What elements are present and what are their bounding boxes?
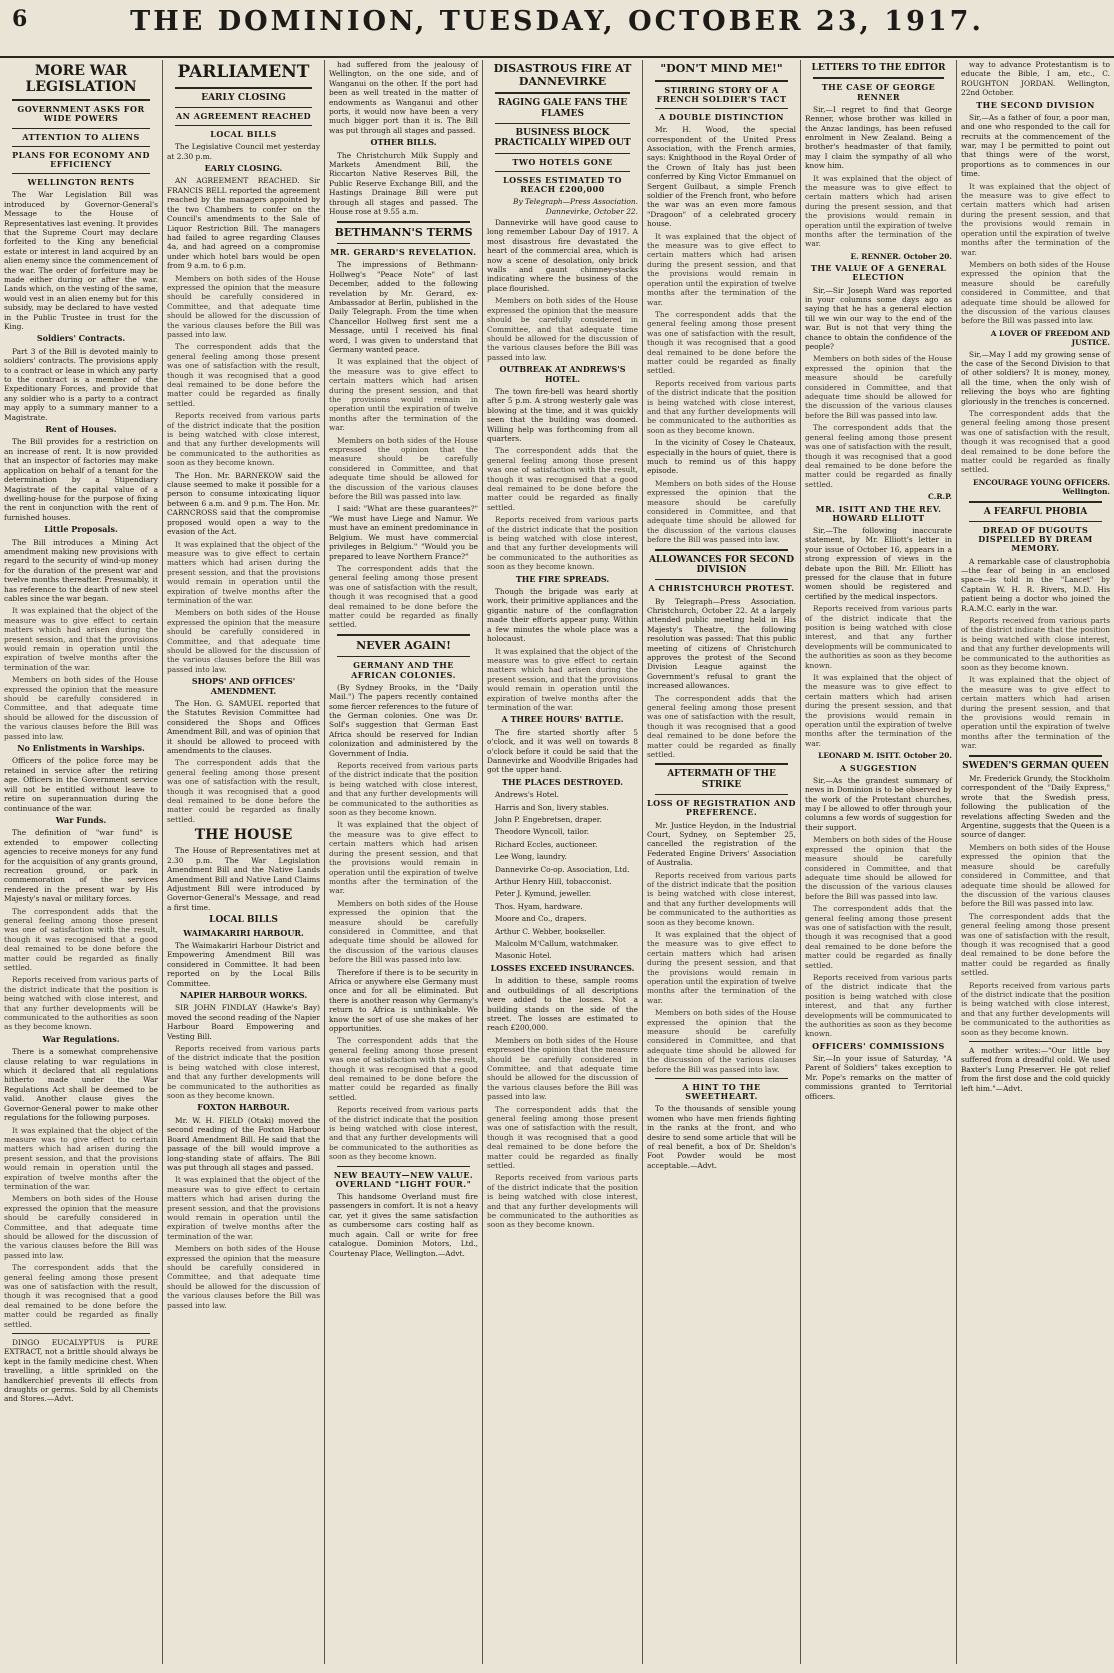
article-paragraph: It was explained that the object of the measure was to give effect to certain matters which had arisen during the present session, and that the provisions would remain in operation until the expiration of twelve months after the termination of the war. [805,173,952,249]
deck: WELLINGTON RENTS [27,177,135,188]
deck: BUSINESS BLOCK PRACTICALLY WIPED OUT [494,127,631,149]
subheading: War Regulations. [42,1033,120,1044]
article-paragraph: The correspondent adds that the general feeling among those present was one of satisfaction with the result, though it was recognised that a good deal remained to be done before the matter could be regarded as finally settled. [647,309,796,376]
destroyed-list-item: Dannevirke Co-op. Association, Ltd. [495,864,630,874]
masthead [0,0,1114,58]
article-continuation [805,604,952,748]
destroyed-list-item: Lee Wong, laundry. [495,852,567,862]
column-2 [162,60,324,1664]
section-heading-local-bills: LOCAL BILLS [209,915,278,926]
destroyed-list-item: Peter J. Kymund, jeweller. [495,889,592,899]
article-paragraph: The correspondent adds that the general feeling among those present was one of satisfaction with the result, though it was recognised that a good deal remained to be done before the matter could be regarded as finally settled. [4,906,158,972]
advertisement: This handsome Overland must fire passengers in comfort. It is not a heavy car, yet it gives the same satisfaction as cumbersome cars costing half as much again. Call or write for free catalogue. Dominion Motors, Ltd., Courtenay Place, Wellington.—Advt. [329,1192,478,1258]
advertisement-headline: NEW BEAUTY—NEW VALUE. OVERLAND "LIGHT FOUR." [333,1169,474,1189]
article-paragraph: It was explained that the object of the measure was to give effect to certain matters which had arisen during the present session, and that the provisions would remain in operation until the expiration of twelve months after the termination of the war. [329,820,478,896]
divider [655,579,788,580]
article-paragraph: Members on both sides of the House expressed the opinion that the measure should be carefully considered in Committee, and that adequate time should be allowed for the discussion of the various clauses before the Bill was passed into law. [487,1035,638,1102]
deck: LOCAL BILLS [210,129,277,140]
article-paragraph: Members on both sides of the House expressed the opinion that the measure should be carefully considered in Committee, and that adequate time should be allowed for the discussion of the various clauses before the Bill was passed into law. [329,435,478,502]
article-paragraph: Members on both sides of the House expressed the opinion that the measure should be carefully considered in Committee, and that adequate time should be allowed for the discussion of the various clauses before the Bill was passed into law. [487,296,638,362]
article-paragraph: Reports received from various parts of the district indicate that the position is being watched with close interest, and that any further developments will be communicated to the authorities as soon as they become known. [647,870,796,927]
divider [655,108,788,109]
article-paragraph: AN AGREEMENT REACHED. Sir FRANCIS BELL reported the agreement reached by the managers appointed by the two Chambers to confer on the Council's amendments to the Sale of Liquor Restriction Bill. The managers had failed to agree regarding Clauses 4a, and had agreed on a compromise under which hotel bars would be open from 9 a.m. to 6 p.m. [167,176,320,271]
article-paragraph: The fire started shortly after 5 o'clock, and it was well on towards 8 o'clock before it could be said that the Dannevirke and Woodville Brigades had got the upper hand. [487,727,638,775]
article-continuation [4,1126,158,1330]
divider [12,173,150,174]
divider [495,123,630,124]
article-continuation [167,1044,320,1100]
article-continuation [961,409,1110,475]
article-paragraph: It was explained that the object of the measure was to give effect to certain matters which had arisen during the present session, and that the provisions would remain in operation until the expiration of twelve months after the termination of the war. [961,675,1110,751]
article-paragraph: Therefore if there is to be security in Africa or anywhere else Germany must once and for all be eliminated. But there is another reason why Germany's return to Africa is unthinkable. We know the sort of use she makes of her opportunities. [329,967,478,1033]
article-continuation [647,232,796,436]
article-paragraph: Members on both sides of the House expressed the opinion that the measure should be carefully considered in Committee, and that adequate time should be allowed for the discussion of the various clauses before the Bill was passed into law. [167,608,320,674]
letter-heading: A SUGGESTION [839,762,918,773]
letter-heading: THE SECOND DIVISION [976,99,1095,110]
article-paragraph: Reports received from various parts of the district indicate that the position is being watched with close interest, and that any further developments will be communicated to the authorities as soon as they become known. [961,616,1110,673]
subheading: OTHER BILLS. [370,137,437,148]
subheading: THE FIRE SPREADS. [515,573,610,584]
column-7 [956,60,1114,1664]
article-paragraph: The Bill provides for a restriction on an increase of rent. It is now provided that an inspector of factories may make application on behalf of a tenant for the determination by a Stipendiary Magistrate of the capital value of a dwelling-house for the purpose of fixing the rent in conjunction with the rent of furnished houses. [4,437,158,522]
article-paragraph: The impressions of Bethmann-Hollweg's "Peace Note" of last December, added to the following revelation by Mr. Gerard, ex-Ambassador at Berlin, published in the Daily Telegraph. From the time when Chancellor Hollweg first sent me a Message, until I received his final word, I was given to understand that Germany wanted peace. [329,260,478,354]
article-continuation [329,1036,478,1161]
subheading: FOXTON HARBOUR. [197,1102,290,1113]
article-paragraph: It was explained that the object of the measure was to give effect to certain matters which had arisen during the present session, and that the provisions would remain in operation until the expiration of twelve months after the termination of the war. [961,181,1110,257]
section-heading-the-house: THE HOUSE [194,827,293,844]
article-continuation [167,540,320,675]
article-paragraph: The correspondent adds that the general feeling among those present was one of satisfaction with the result, though it was recognised that a good deal remained to be done before the matter could be regarded as finally settled. [961,911,1110,978]
divider [175,125,312,126]
article-paragraph: Members on both sides of the House expressed the opinion that the measure should be carefully considered in Committee, and that adequate time should be allowed for the discussion of the various clauses before the Bill was passed into law. [4,675,158,741]
article-continuation [4,606,158,741]
article-paragraph: Reports received from various parts of the district indicate that the position is being watched with close interest, and that any further developments will be communicated to the authorities as soon as they become known. [805,604,952,670]
destroyed-list-item: Thos. Hyam, hardware. [495,901,583,911]
deck: AN AGREEMENT REACHED [175,110,312,121]
article-paragraph: Members on both sides of the House expressed the opinion that the measure should be carefully considered in Committee, and that adequate time should be allowed for the discussion of the various clauses before the Bill was passed into law. [647,478,796,545]
divider [12,99,150,101]
article-continuation [805,174,952,249]
article-paragraph: Mr. W. H. FIELD (Otaki) moved the second reading of the Foxton Harbour Board Amendment Bill. He said that the passage of the bill would improve a long-standing state of affairs. The Bill was put through all stages and passed. [167,1115,320,1172]
article-paragraph: It was explained that the object of the measure was to give effect to certain matters which had arisen during the present session, and that the provisions would remain in operation until the expiration of twelve months after the termination of the war. [329,357,478,433]
letter-paragraph: Sir,—May I add my growing sense of the case of the Second Division to that of other soldiers? It is money, money, all the time, when the only wish of relieving the boys who are fighting gloriously in the trenches is concerned. [961,349,1110,406]
article-paragraph: Members on both sides of the House expressed the opinion that the measure should be carefully considered in Committee, and that adequate time should be allowed for the discussion of the various clauses before the Bill was passed into law. [4,1194,158,1260]
article-paragraph: The correspondent adds that the general feeling among those present was one of satisfaction with the result, though it was recognised that a good deal remained to be done before the matter could be regarded as finally settled. [329,1036,478,1102]
deck: A DOUBLE DISTINCTION [659,112,784,123]
article-paragraph: SIR JOHN FINDLAY (Hawke's Bay) moved the second reading of the Napier Harbour Board Empowering and Vesting Bill. [167,1003,320,1041]
article-paragraph: The correspondent adds that the general feeling among those present was one of satisfaction with the result, though it was recognised that a good deal remained to be done before the matter could be regarded as finally settled. [647,693,796,760]
divider [12,1333,150,1334]
article-paragraph: Mr. Frederick Grundy, the Stockholm correspondent of the "Daily Express," wrote that the Swedish press, following the publication of the revelations affecting Sweden and the Argentine, suggests that the Queen is a source of danger. [961,774,1110,840]
divider [655,794,788,795]
article-continuation [647,479,796,545]
letter-signature: A LOVER OF FREEDOM AND JUSTICE. [990,328,1110,348]
divider [495,153,630,154]
letter-paragraph: Sir,—In your issue of Saturday, "A Parent of Soldiers" takes exception to Mr. Pope's remarks on the matter of commissions granted to Territorial officers. [805,1054,952,1101]
column-3 [324,60,482,1664]
divider [813,77,944,79]
newspaper-title: THE DOMINION, TUESDAY, OCTOBER 23, 1917. [130,6,984,37]
divider [655,549,788,551]
article-paragraph: The War Legislation Bill was introduced by Governor-General's Message to the House of Representatives last evening. It provides that the Supreme Court may declare forfeited to the King any beneficial estate or interest in land acquired by an alien enemy since the commencement of the war. The order of forfeiture may be made either during or after the war. Lands which, on the vesting of the same, would vest in an alien enemy but for this subsidy, may be declared to have vested in the Public Trustee in trust for the King. [4,190,158,331]
letter-signature: E. RENNER. October 20. [850,251,952,261]
divider [12,146,150,147]
article-paragraph: The correspondent adds that the general feeling among those present was one of satisfaction with the result, though it was recognised that a good deal remained to be done before the matter could be regarded as finally settled. [4,1263,158,1329]
article-paragraph: Members on both sides of the House expressed the opinion that the measure should be carefully considered in Committee, and that adequate time should be allowed for the discussion of the various clauses before the Bill was passed into law. [647,1008,796,1074]
destroyed-list-item: Andrews's Hotel. [495,790,559,800]
article-continuation [4,907,158,1032]
destroyed-list-item: Theodore Wyncoll, tailor. [495,827,589,837]
letter-paragraph: Sir,—I regret to find that George Renner, whose brother was killed in the Anzac landings, has been refused enrolment in New Zealand. Being a brother's headmaster of that family, may I claim the sympathy of all who know him. [805,104,952,171]
divider [969,755,1102,757]
headline-dont-mind-me: "DON'T MIND ME!" [660,62,783,75]
destroyed-list-item: John P. Engebretsen, draper. [495,815,602,824]
letter-heading: MR. ISITT AND THE REV. HOWARD ELLIOTT [815,503,942,523]
article-paragraph: The Legislative Council met yesterday at 2.30 p.m. [167,142,320,161]
headline-parliament: PARLIAMENT [177,62,310,82]
letter-signature: C.R.P. [928,492,952,502]
column-1 [0,60,162,1664]
divider [337,656,470,657]
deck: MR. GERARD'S REVELATION. [330,247,477,258]
article-paragraph: The Hon. G. SAMUEL reported that the Statutes Revision Committee had considered the Shops and Offices Amendment Bill, and was of opinion that it should be allowed to proceed with amendments to the clauses. [167,699,320,756]
article-paragraph: Members on both sides of the House expressed the opinion that the measure should be carefully considered in Committee, and that adequate time should be allowed for the discussion of the various clauses before the Bill was passed into law. [329,898,478,965]
article-paragraph: Reports received from various parts of the district indicate that the position is being watched with close interest, and that any further developments will be communicated to the authorities as soon as they become known. [961,980,1110,1037]
article-paragraph: It was explained that the object of the measure was to give effect to certain matters which had arisen during the present session, and that the provisions would remain in operation until the expiration of twelve months after the termination of the war. [167,539,320,605]
article-continuation [487,647,638,713]
article-paragraph: Reports received from various parts of the district indicate that the position is being watched with close interest, and that any further developments will be communicated to the authorities as soon as they become known. [167,1044,320,1101]
article-paragraph: Dannevirke will have good cause to long remember Labour Day of 1917. A most disastrous fire devastated the heart of the commercial area, which is now a scene of desolation, only brick walls and gaunt chimney-stacks indicating where the business of the place flourished. [487,218,638,293]
headline-fearful-phobia: A FEARFUL PHOBIA [983,506,1088,517]
deck: EARLY CLOSING [201,92,286,103]
page-number: 6 [12,6,28,32]
article-continuation [961,843,1110,1037]
article-paragraph: The Bill introduces a Mining Act amendment making new provisions with regard to the security of wind-up money for the duration of the present war and twelve months thereafter. Presumably, it has reference to the dearth of new steel cables since the war began. [4,537,158,603]
article-continuation [167,1175,320,1310]
divider [495,171,630,172]
subheading: THE PLACES DESTROYED. [502,776,623,787]
article-continuation [487,1036,638,1230]
article-paragraph: I said: "What are these guarantees?" "We must have Liege and Namur. We must have an eminent predominance in Belgium. We must have commercial privileges in Belgium." "Would you be prepared to leave Northern France?" [329,504,478,561]
headline-aftermath-strike: AFTERMATH OF THE STRIKE [667,769,776,790]
letter-heading: THE VALUE OF A GENERAL ELECTION [810,263,947,283]
article-continuation [167,758,320,824]
article-paragraph: In the vicinity of Cosey le Chateaux, especially in the hours of quiet, there is much to remind us of this happy episode. [647,438,796,476]
article-paragraph: Reports received from various parts of the district indicate that the position is being watched with close interest, and that any further developments will be communicated to the authorities as soon as they become known. [805,972,952,1039]
subheading: Soldiers' Contracts. [36,333,126,344]
subheading: No Enlistments in Warships. [17,743,145,754]
deck: RAGING GALE FANS THE FLAMES [497,98,628,119]
headline-bethmann-terms: BETHMANN'S TERMS [334,225,473,239]
column-6 [800,60,956,1664]
article-paragraph: (By Sydney Brooks, in the "Daily Mail.") The papers recently contained some fiercer references to the future of the German colonies. One was Dr. Solf's suggestion that German East Africa should be reserved for Indian colonization and administered by the Government of India. [329,682,478,758]
article-paragraph: It was explained that the object of the measure was to give effect to certain matters which had arisen during the present session, and that the provisions would remain in operation until the expiration of twelve months after the termination of the war. [4,1125,158,1191]
deck: STIRRING STORY OF A FRENCH SOLDIER'S TACT [656,84,787,104]
deck: LOSSES ESTIMATED TO REACH £200,000 [502,174,623,195]
article-paragraph: Part 3 of the Bill is devoted mainly to soldiers' contracts. The provisions apply to a contract or lease in which any party to the contract is a member of the Expeditionary Forces, and provide that any soldier who is a party to a contract may apply to a summary manner to a Magistrate. [4,346,158,422]
headline-dannevirke-fire: DISASTROUS FIRE AT DANNEVIRKE [493,62,632,88]
subheading: Rent of Houses. [45,424,117,435]
divider [337,221,470,223]
article-continuation [805,354,952,489]
article-paragraph: had suffered from the jealousy of Wellington, on the one side, and of Wanganui on the other. If the port had been as well treated in the matter of endowments as Wanganui and other ports, it would now have been a very much bigger port than it is. The Bill was put through all stages and passed. [329,60,478,135]
divider [337,1166,470,1167]
article-paragraph: The definition of "war fund" is extended to empower collecting agencies to receive moneys for any fund for the acquisition of any grants ground, recreation ground, or park in commemoration of the services rendered in the present war by His Majesty's naval or military forces. [4,828,158,904]
article-paragraph: Reports received from various parts of the district indicate that the position is being watched with close interest, and that any further developments will be communicated to the authorities as soon as they become known. [647,378,796,435]
article-continuation [487,446,638,571]
subheading: WAIMAKARIRI HARBOUR. [183,927,304,938]
article-continuation [487,296,638,362]
article-paragraph: Reports received from various parts of the district indicate that the position is being watched with close interest, and that any further developments will be communicated to the authorities as soon as they become known. [329,761,478,818]
destroyed-list-item: Arthur Henry Hill, tobacconist. [495,877,612,887]
deck: PLANS FOR ECONOMY AND EFFICIENCY [12,149,150,169]
article-paragraph: Officers of the police force may be retained in service after the retiring age. Officers in the Government service will not be entitled without leave to retire on superannuation during the continuance of the war. [4,756,158,813]
destroyed-list-item: Malcolm M'Callum, watchmaker. [495,939,619,949]
article-paragraph: The correspondent adds that the general feeling among those present was one of satisfaction with the result, though it was recognised that a good deal remained to be done before the matter could be regarded as finally settled. [805,423,952,489]
column-5 [642,60,800,1664]
article-paragraph: There is a somewhat comprehensive clause relating to war regulations in which it declared that all regulations hitherto made under the War Regulations Act shall be deemed to be valid. Another clause gives the Governor-General power to make other regulations for the following purposes. [4,1047,158,1123]
article-paragraph: The Christchurch Milk Supply and Markets Amendment Bill, the Riccarton Native Reserves Bill, the Public Reserve Exchange Bill, and the Hastings Drainage Bill were put through all stages and passed. The House rose at 9.55 a.m. [329,150,478,217]
divider [655,80,788,82]
article-paragraph: It was explained that the object of the measure was to give effect to certain matters which had arisen during the present session, and that the provisions would remain in operation until the expiration of twelve months after the termination of the war. [4,606,158,672]
destroyed-list-item: Harris and Son, livery stables. [495,802,609,812]
deck: A CHRISTCHURCH PROTEST. [648,583,795,594]
destroyed-list-item: Richard Eccles, auctioneer. [495,839,598,849]
destroyed-list-item: Arthur C. Webber, bookseller. [495,926,606,936]
headline-swedens-queen: SWEDEN'S GERMAN QUEEN [962,760,1109,771]
article-continuation [329,357,478,501]
article-paragraph: The Waimakariri Harbour District and Empowering Amendment Bill was considered in Committee. It had been reported on by the Local Bills Committee. [167,940,320,988]
letter-signature: ENCOURAGE YOUNG OFFICERS. Wellington. [972,477,1110,497]
headline-war-legislation: MORE WAR LEGISLATION [25,63,137,96]
deck: LOSS OF REGISTRATION AND PREFERENCE. [647,798,796,818]
article-paragraph: The correspondent adds that the general feeling among those present was one of satisfaction with the result, though it was recognised that a good deal remained to be done before the matter could be regarded as finally settled. [167,758,320,824]
article-paragraph: Mr. Justice Heydon, in the Industrial Court, Sydney, on September 25, cancelled the registration of the Federated Engine Drivers' Association of Australia. [647,820,796,868]
letter-heading: THE CASE OF GEORGE RENNER [821,82,936,102]
divider [337,634,470,636]
article-paragraph: Members on both sides of the House expressed the opinion that the measure should be carefully considered in Committee, and that adequate time should be allowed for the discussion of the various clauses before the Bill was passed into law. [961,842,1110,909]
article-paragraph: It was explained that the object of the measure was to give effect to certain matters which had arisen during the present session, and that the provisions would remain in operation until the expiration of twelve months after the termination of the war. [167,1175,320,1241]
article-continuation [805,835,952,1039]
deck: GOVERNMENT ASKS FOR WIDE POWERS [17,104,145,124]
article-continuation [647,871,796,1075]
article-continuation [329,761,478,965]
article-paragraph: Members on both sides of the House expressed the opinion that the measure should be carefully considered in Committee, and that adequate time should be allowed for the discussion of the various clauses before the Bill was passed into law. [167,1244,320,1310]
subheading: OUTBREAK AT ANDREWS'S HOTEL. [499,364,626,384]
headline-letters: LETTERS TO THE EDITOR [811,63,946,73]
divider [337,243,470,244]
article-continuation [961,616,1110,751]
divider [175,107,312,108]
article-paragraph: Members on both sides of the House expressed the opinion that the measure should be carefully considered in Committee, and that adequate time should be allowed for the discussion of the various clauses before the Bill was passed into law. [961,259,1110,326]
article-paragraph: The correspondent adds that the general feeling among those present was one of satisfaction with the result, though it was recognised that a good deal remained to be done before the matter could be regarded as finally settled. [961,409,1110,475]
article-paragraph: Reports received from various parts of the district indicate that the position is being watched with close interest, and that any further developments will be communicated to the authorities as soon as they become known. [4,975,158,1032]
deck: GERMANY AND THE AFRICAN COLONIES. [351,660,456,680]
advertisement: To the thousands of sensible young women who have men friends fighting in the ranks at the front, and who desire to send some article that will be of real benefit, a box of Dr. Sheldon's Foot Powder would be most acceptable.—Advt. [647,1104,796,1170]
subheading: Little Proposals. [44,524,118,535]
article-paragraph: The correspondent adds that the general feeling among those present was one of satisfaction with the result, though it was recognised that a good deal remained to be done before the matter could be regarded as finally settled. [329,563,478,630]
subheading: EARLY CLOSING. [204,163,283,174]
dateline: By Telegraph—Press Association. Dannevirke, October 22. [513,197,638,216]
article-paragraph: Members on both sides of the House expressed the opinion that the measure should be carefully considered in Committee, and that adequate time should be allowed for the discussion of the various clauses before the Bill was passed into law. [805,835,952,901]
article-paragraph: Reports received from various parts of the district indicate that the position is being watched with close interest, and that any further developments will be communicated to the authorities as soon as they become known. [487,1173,638,1230]
article-paragraph: The House of Representatives met at 2.30 p.m. The War Legislation Amendment Bill and the Native Lands Amendment Bill and Native Land Claims Adjustment Bill were introduced by Governor-General's Message, and read a first time. [167,846,320,912]
advertisement-headline: A HINT TO THE SWEETHEART. [682,1082,761,1102]
article-paragraph: Reports received from various parts of the district indicate that the position is being watched with close interest, and that any further developments will be communicated to the authorities as soon as they become known. [167,411,320,468]
article-continuation [961,182,1110,326]
article-paragraph: The correspondent adds that the general feeling among those present was one of satisfaction with the result, though it was recognised that a good deal remained to be done before the matter could be regarded as finally settled. [487,1104,638,1170]
subheading: LOSSES EXCEED INSURANCES. [490,962,635,973]
article-paragraph: Reports received from various parts of the district indicate that the position is being watched with close interest, and that any further developments will be communicated to the authorities as soon as they become known. [329,1105,478,1162]
letter-heading: OFFICERS' COMMISSIONS [812,1040,945,1051]
article-paragraph: Reports received from various parts of the district indicate that the position is being watched with close interest, and that any further developments will be communicated to the authorities as soon as they become known. [487,515,638,572]
divider [969,501,1102,503]
letter-signature: LEONARD M. ISITT. October 20. [818,751,952,761]
divider [495,92,630,94]
subheading: A THREE HOURS' BATTLE. [501,714,624,725]
divider [655,1078,788,1079]
subheading: War Funds. [55,814,107,825]
article-paragraph: A remarkable case of claustrophobia—the fear of being in an enclosed space—is told in the "Lancet" by Captain W. H. R. Rivers, M.D. His patient being a doctor who joined the R.A.M.C. early in the war. [961,556,1110,613]
article-paragraph: It was explained that the object of the measure was to give effect to certain matters which had arisen during the present session, and that the provisions would remain in operation until the expiration of twelve months after the termination of the war. [647,929,796,1005]
divider [12,128,150,129]
article-paragraph: Though the brigade was early at work, their primitive appliances and the gigantic nature of the conflagration made their efforts appear puny. Within a few minutes the whole place was a holocaust. [487,587,638,644]
article-paragraph: The town fire-bell was heard shortly after 5 p.m. A strong westerly gale was blowing at the time, and it was quickly seen that the building was doomed. Willing help was forthcoming from all quarters. [487,386,638,443]
column-4 [482,60,642,1664]
letter-paragraph: Sir,—As a father of four, a poor man, and one who responded to the call for recruits at the commencement of the war, may I be permitted to point out that things were of the worst, proportions as to commences in our time. [961,112,1110,179]
deck: TWO HOTELS GONE [512,156,613,167]
letter-paragraph: Sir,—Sir Joseph Ward was reported in your columns some days ago as saying that he has a general election till we win our way to the end of the war. But is not that very thing the chance to obtain the confidence of the people? [805,285,952,352]
article-paragraph: It was explained that the object of the measure was to give effect to certain matters which had arisen during the present session, and that the provisions would remain in operation until the expiration of twelve months after the termination of the war. [805,673,952,748]
article-paragraph: The correspondent adds that the general feeling among those present was one of satisfaction with the result, though it was recognised that a good deal remained to be done before the matter could be regarded as finally settled. [487,446,638,512]
article-paragraph: Members on both sides of the House expressed the opinion that the measure should be carefully considered in Committee, and that adequate time should be allowed for the discussion of the various clauses before the Bill was passed into law. [167,273,320,339]
divider [175,87,312,89]
article-continuation [167,274,320,468]
article-paragraph: In addition to these, sample rooms and outbuildings of all descriptions were added to the losses. Not a building stands on the side of the street. The losses are estimated to reach £200,000. [487,976,638,1033]
subheading: NAPIER HARBOUR WORKS. [179,990,308,1001]
deck: ATTENTION TO ALIENS [22,131,140,142]
divider [655,763,788,765]
article-paragraph: The correspondent adds that the general feeling among those present was one of satisfaction with the result, though it was recognised that a good deal remained to be done before the matter could be regarded as finally settled. [167,342,320,408]
headline-allowances: ALLOWANCES FOR SECOND DIVISION [648,554,795,576]
divider [969,1041,1102,1042]
article-paragraph: By Telegraph—Press Association. Christchurch, October 22. At a largely attended public meeting held in His Majesty's Theatre, the following resolution was passed: That this public meeting of citizens of Christchurch approves the protest of the Second Division League against the Government's refusal to grant the increased allowances. [647,596,796,691]
divider [969,521,1102,522]
letter-paragraph: Sir,—As the grandest summary of news in Dominion is to be observed by the work of the Protestant churches, may I be allowed to offer through your columns a few words of suggestion for their support. [805,775,952,832]
subheading: SHOPS' AND OFFICES' AMENDMENT. [191,676,296,696]
article-continuation [329,564,478,630]
article-paragraph: It was explained that the object of the measure was to give effect to certain matters which had arisen during the present session, and that the provisions would remain in operation until the expiration of twelve months after the termination of the war. [647,231,796,307]
article-paragraph: It was explained that the object of the measure was to give effect to certain matters which had arisen during the present session, and that the provisions would remain in operation until the expiration of twelve months after the termination of the war. [487,646,638,712]
advertisement: DINGO EUCALYPTUS is PURE EXTRACT, not a brittle should always be kept in the family medicine chest. When travelling, a little sprinkled on the handkerchief prevents ill effects from draughts or germs. Sold by all Chemists and Stores.—Advt. [4,1338,158,1404]
advertisement: A mother writes:—"Our little boy suffered from a dreadful cold. We used Baxter's Lung Preserver. He got relief from the first dose and the cold quickly left him."—Advt. [961,1046,1110,1093]
article-continuation [647,694,796,760]
article-paragraph: The Hon. Mr. BARNEKOW said the clause seemed to make it possible for a person to consume intoxicating liquor between 6 a.m. and 9 p.m. The Hon. Mr. CARNCROSS said that the compromise proposed would open a way to the evasion of the Act. [167,470,320,537]
headline-never-again: NEVER AGAIN! [356,638,451,652]
article-paragraph: Mr. H. Wood, the special correspondent of the United Press Association, with the French armies, says: Knighthood in the Royal Order of the Crown of Italy has just been conferred by King Victor Emmanuel on Sergent Guilbaut, a simple French soldier of the French front, who before the war was an even more famous "Dragoon" of a celebrated grocery house. [647,125,796,229]
letter-paragraph: Sir,—The following inaccurate statement, by Mr. Elliott's letter in your issue of October 16, appears in a strong expression of views in the debate upon the Bill. Mr. Elliott has pressed for the clause that in future women should be registered and certified by the medical inspectors. [805,525,952,601]
deck: DREAD OF DUGOUTS DISPELLED BY DREAM MEMORY. [978,525,1093,554]
destroyed-list-item: Masonic Hotel. [495,951,552,961]
letter-paragraph: way to advance Protestantism is to educate the Bible, I am, etc., C. ROUGHTON JORDAN. Wellington, 22nd October. [961,60,1110,98]
article-paragraph: Members on both sides of the House expressed the opinion that the measure should be carefully considered in Committee, and that adequate time should be allowed for the discussion of the various clauses before the Bill was passed into law. [805,354,952,420]
article-paragraph: The correspondent adds that the general feeling among those present was one of satisfaction with the result, though it was recognised that a good deal remained to be done before the matter could be regarded as finally settled. [805,904,952,970]
destroyed-list-item: Moore and Co., drapers. [495,914,587,924]
